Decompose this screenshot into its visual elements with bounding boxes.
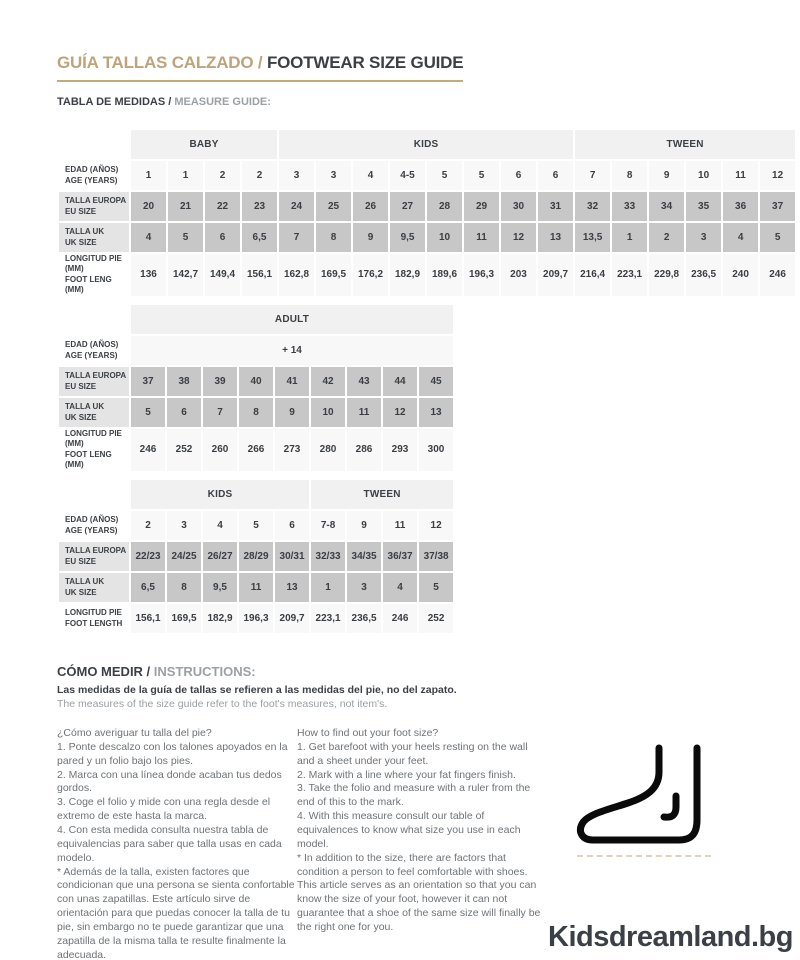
size-cell: 209,7: [538, 254, 573, 296]
measure-note-es: Las medidas de la guía de tallas se refieren a las medidas del pie, no del zapato.: [57, 684, 457, 696]
size-cell: 8: [239, 398, 273, 427]
size-cell: 5: [760, 223, 795, 252]
size-cell: 209,7: [275, 604, 309, 633]
size-table-adult: [57, 303, 455, 473]
column-group-header: BABY: [131, 130, 277, 159]
page-title-en: FOOTWEAR SIZE GUIDE: [262, 53, 464, 72]
size-cell: 149,4: [205, 254, 240, 296]
size-cell: 24: [279, 192, 314, 221]
size-cell: 41: [275, 367, 309, 396]
size-cell: 3: [167, 511, 201, 540]
size-cell: 4: [131, 223, 166, 252]
size-cell: 156,1: [242, 254, 277, 296]
corner-cell: [59, 480, 129, 509]
subtitle-es: TABLA DE MEDIDAS /: [57, 96, 172, 108]
size-cell: 286: [347, 429, 381, 471]
size-cell: 11: [239, 573, 273, 602]
size-cell: 42: [311, 367, 345, 396]
instruction-line: 3. Take the folio and measure with a ruler from the end of this to the mark.: [297, 782, 531, 809]
size-cell-span: + 14: [131, 336, 453, 365]
size-cell: 280: [311, 429, 345, 471]
size-cell: 236,5: [347, 604, 381, 633]
table-row: [59, 429, 453, 471]
column-group-header: KIDS: [131, 480, 309, 509]
size-cell: 26/27: [203, 542, 237, 571]
group-header-row: [59, 130, 795, 159]
size-cell: 189,6: [427, 254, 462, 296]
row-label: LONGITUD PIE FOOT LENGTH: [59, 604, 129, 633]
size-cell: 6,5: [242, 223, 277, 252]
row-label: TALLA EUROPA EU SIZE: [59, 542, 129, 571]
corner-cell: [59, 305, 129, 334]
size-cell: 1: [168, 161, 203, 190]
size-cell: 26: [353, 192, 388, 221]
size-cell: 5: [419, 573, 453, 602]
group-header-row: [59, 305, 453, 334]
row-label: TALLA UK UK SIZE: [59, 223, 129, 252]
instruction-line: * Además de la talla, existen factores que condicionan que una persona se sienta confortable con unas zapatillas. Este artículo sirve de orientación para que puedas conocer la talla de tu pie, sin embargo no te puede garantizar que una zapatilla de la misma talla te resulte finalmente la adecuada.: [57, 865, 295, 960]
size-cell: 9,5: [203, 573, 237, 602]
size-cell: 7: [279, 223, 314, 252]
instructions-heading-en: INSTRUCTIONS:: [150, 664, 256, 679]
size-cell: 246: [383, 604, 417, 633]
page-title-es: GUÍA TALLAS CALZADO /: [57, 53, 263, 72]
subtitle-en: MEASURE GUIDE:: [171, 96, 271, 108]
size-cell: 182,9: [390, 254, 425, 296]
instruction-line: 4. With this measure consult our table of equivalences to know what size you use in each model.: [297, 810, 521, 850]
size-cell: 3: [279, 161, 314, 190]
size-cell: 3: [347, 573, 381, 602]
size-cell: 11: [723, 161, 758, 190]
size-cell: 8: [167, 573, 201, 602]
row-label: EDAD (AÑOS) AGE (YEARS): [59, 161, 129, 190]
size-cell: 13: [275, 573, 309, 602]
size-cell: 9,5: [390, 223, 425, 252]
size-cell: 293: [383, 429, 417, 471]
size-cell: 216,4: [575, 254, 610, 296]
size-cell: 9: [347, 511, 381, 540]
size-cell: 6: [275, 511, 309, 540]
size-cell: 36/37: [383, 542, 417, 571]
size-cell: 13: [419, 398, 453, 427]
size-cell: 223,1: [612, 254, 647, 296]
size-cell: 169,5: [316, 254, 351, 296]
size-cell: 1: [131, 161, 166, 190]
size-cell: 10: [686, 161, 721, 190]
size-cell: 21: [168, 192, 203, 221]
size-cell: 223,1: [311, 604, 345, 633]
size-cell: 22: [205, 192, 240, 221]
size-cell: 28: [427, 192, 462, 221]
size-cell: 7: [575, 161, 610, 190]
size-cell: 5: [427, 161, 462, 190]
instruction-line: ¿Cómo averiguar tu talla del pie?: [57, 727, 212, 739]
size-cell: 10: [311, 398, 345, 427]
size-cell: 9: [649, 161, 684, 190]
instructions-column-spanish: [57, 727, 297, 960]
size-cell: 4: [353, 161, 388, 190]
size-cell: 28/29: [239, 542, 273, 571]
row-label: TALLA EUROPA EU SIZE: [59, 367, 129, 396]
size-cell: 260: [203, 429, 237, 471]
size-cell: 196,3: [239, 604, 273, 633]
measure-note-en: The measures of the size guide refer to the foot's measures, not item's.: [57, 698, 388, 710]
size-cell: 162,8: [279, 254, 314, 296]
column-group-header: KIDS: [279, 130, 573, 159]
size-cell: 252: [167, 429, 201, 471]
size-cell: 11: [347, 398, 381, 427]
row-label: EDAD (AÑOS) AGE (YEARS): [59, 511, 129, 540]
size-table-baby-kids-tween: [57, 128, 797, 298]
size-cell: 22/23: [131, 542, 165, 571]
size-cell: 4: [383, 573, 417, 602]
size-cell: 2: [649, 223, 684, 252]
group-header-row: [59, 480, 453, 509]
size-cell: 37: [760, 192, 795, 221]
size-cell: 3: [686, 223, 721, 252]
size-cell: 40: [239, 367, 273, 396]
row-label: EDAD (AÑOS) AGE (YEARS): [59, 336, 129, 365]
size-cell: 182,9: [203, 604, 237, 633]
size-cell: 8: [316, 223, 351, 252]
size-cell: 24/25: [167, 542, 201, 571]
page-title: [57, 53, 463, 82]
dashed-divider: [577, 855, 711, 857]
size-cell: 169,5: [167, 604, 201, 633]
size-cell: 8: [612, 161, 647, 190]
size-cell: 39: [203, 367, 237, 396]
instruction-line: 1. Ponte descalzo con los talones apoyados en la pared y un folio bajo los pies.: [57, 740, 288, 767]
size-cell: 176,2: [353, 254, 388, 296]
size-cell: 38: [167, 367, 201, 396]
size-cell: 32: [575, 192, 610, 221]
size-cell: 252: [419, 604, 453, 633]
size-cell: 5: [168, 223, 203, 252]
size-cell: 30/31: [275, 542, 309, 571]
size-cell: 12: [760, 161, 795, 190]
row-label: TALLA UK UK SIZE: [59, 573, 129, 602]
table-row: [59, 573, 453, 602]
instructions-heading: [57, 664, 256, 679]
size-cell: 6: [205, 223, 240, 252]
column-group-header: ADULT: [131, 305, 453, 334]
size-cell: 7: [203, 398, 237, 427]
size-cell: 29: [464, 192, 499, 221]
size-cell: 33: [612, 192, 647, 221]
table-row: [59, 367, 453, 396]
row-label: TALLA UK UK SIZE: [59, 398, 129, 427]
size-cell: 5: [131, 398, 165, 427]
table-row: [59, 511, 453, 540]
instruction-line: * In addition to the size, there are factors that condition a person to feel comfortable with shoes. This article serves as an orientation so that you can know the size of your foot, however it can not guarantee that a shoe of the same size will finally be the right one for you.: [297, 851, 541, 934]
size-cell: 6: [167, 398, 201, 427]
column-group-header: TWEEN: [575, 130, 795, 159]
column-group-header: TWEEN: [311, 480, 453, 509]
size-cell: 2: [131, 511, 165, 540]
corner-cell: [59, 130, 129, 159]
size-cell: 34: [649, 192, 684, 221]
size-cell: 13,5: [575, 223, 610, 252]
size-cell: 13: [538, 223, 573, 252]
size-cell: 4: [723, 223, 758, 252]
size-cell: 273: [275, 429, 309, 471]
size-cell: 1: [311, 573, 345, 602]
size-cell: 25: [316, 192, 351, 221]
size-cell: 45: [419, 367, 453, 396]
size-cell: 27: [390, 192, 425, 221]
size-cell: 142,7: [168, 254, 203, 296]
size-cell: 6: [501, 161, 536, 190]
instructions-heading-es: CÓMO MEDIR /: [57, 664, 151, 679]
size-cell: 6,5: [131, 573, 165, 602]
row-label: LONGITUD PIE (MM) FOOT LENG (MM): [59, 254, 129, 296]
size-cell: 10: [427, 223, 462, 252]
size-cell: 37: [131, 367, 165, 396]
size-cell: 12: [383, 398, 417, 427]
size-cell: 4-5: [390, 161, 425, 190]
size-cell: 20: [131, 192, 166, 221]
table-row: [59, 223, 795, 252]
size-cell: 266: [239, 429, 273, 471]
table-row: [59, 161, 795, 190]
size-cell: 5: [464, 161, 499, 190]
size-cell: 136: [131, 254, 166, 296]
table-row: [59, 604, 453, 633]
size-cell: 44: [383, 367, 417, 396]
size-cell: 6: [538, 161, 573, 190]
size-cell: 246: [760, 254, 795, 296]
size-cell: 1: [612, 223, 647, 252]
size-cell: 5: [239, 511, 273, 540]
row-label: LONGITUD PIE (MM) FOOT LENG (MM): [59, 429, 129, 471]
table-row: [59, 336, 453, 365]
size-cell: 3: [316, 161, 351, 190]
table-row: [59, 192, 795, 221]
size-cell: 12: [501, 223, 536, 252]
size-cell: 36: [723, 192, 758, 221]
kidsdreamland-logo: Kidsdreamland.bg: [548, 921, 793, 953]
size-cell: 229,8: [649, 254, 684, 296]
instructions-column-english: [297, 727, 545, 935]
size-cell: 9: [275, 398, 309, 427]
size-cell: 30: [501, 192, 536, 221]
size-cell: 203: [501, 254, 536, 296]
size-cell: 12: [419, 511, 453, 540]
instruction-line: 4. Con esta medida consulta nuestra tabla de equivalencias para saber que talla usas en cada modelo.: [57, 824, 282, 864]
measure-guide-subtitle: [57, 96, 271, 108]
instruction-line: 2. Marca con una línea donde acaban tus dedos gordos.: [57, 768, 282, 795]
size-cell: 11: [464, 223, 499, 252]
size-cell: 300: [419, 429, 453, 471]
size-cell: 9: [353, 223, 388, 252]
instruction-line: 1. Get barefoot with your heels resting on the wall and a sheet under your feet.: [297, 740, 528, 767]
size-cell: 11: [383, 511, 417, 540]
size-cell: 2: [242, 161, 277, 190]
size-cell: 23: [242, 192, 277, 221]
table-row: [59, 398, 453, 427]
size-table-kids-tween: [57, 478, 455, 635]
size-cell: 32/33: [311, 542, 345, 571]
row-label: TALLA EUROPA EU SIZE: [59, 192, 129, 221]
table-row: [59, 254, 795, 296]
table-row: [59, 542, 453, 571]
size-cell: 31: [538, 192, 573, 221]
size-cell: 246: [131, 429, 165, 471]
size-cell: 240: [723, 254, 758, 296]
size-cell: 236,5: [686, 254, 721, 296]
size-cell: 196,3: [464, 254, 499, 296]
size-cell: 4: [203, 511, 237, 540]
size-cell: 34/35: [347, 542, 381, 571]
size-cell: 156,1: [131, 604, 165, 633]
size-cell: 2: [205, 161, 240, 190]
foot-icon: [575, 744, 720, 852]
size-cell: 35: [686, 192, 721, 221]
instruction-line: 2. Mark with a line where your fat fingers finish.: [297, 768, 516, 781]
size-cell: 7-8: [311, 511, 345, 540]
size-cell: 43: [347, 367, 381, 396]
instruction-line: How to find out your foot size?: [297, 727, 439, 739]
instruction-line: 3. Coge el folio y mide con una regla desde el extremo de este hasta la marca.: [57, 796, 271, 823]
size-cell: 37/38: [419, 542, 453, 571]
